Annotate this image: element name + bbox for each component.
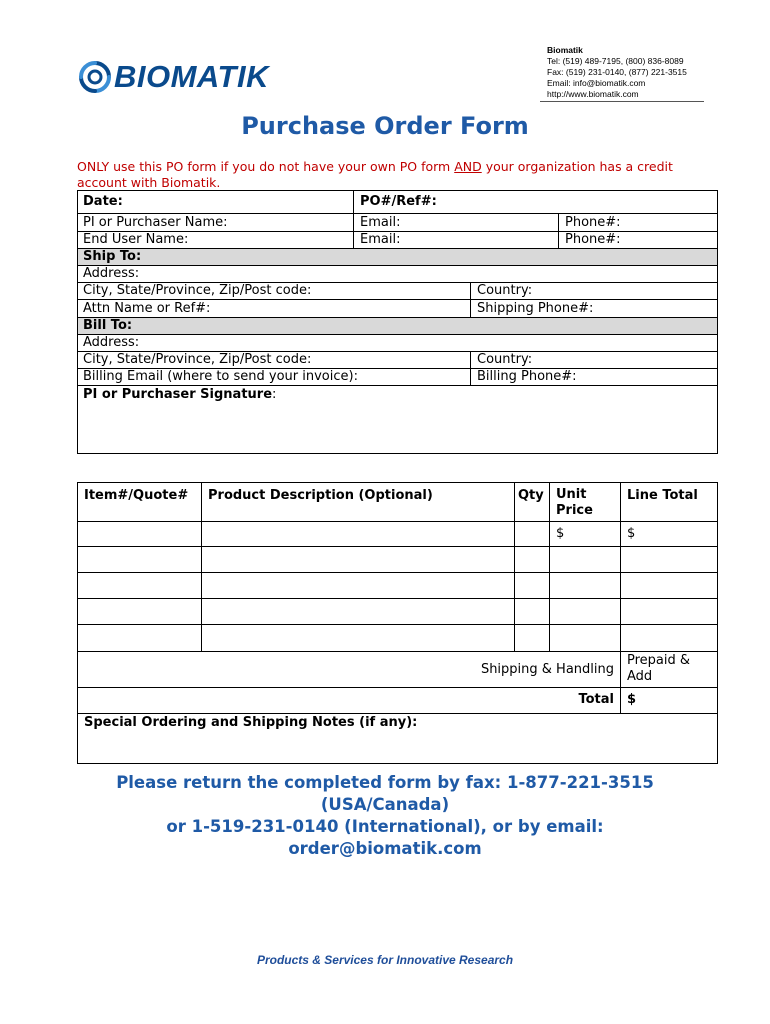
biomatik-swirl-icon [78, 60, 112, 94]
page-title: Purchase Order Form [241, 112, 529, 140]
ship-country-label: Country: [477, 283, 533, 298]
col-line-total-header: Line Total [627, 488, 698, 503]
ship-address-label: Address: [83, 266, 140, 281]
col-unit-price-header: Unit Price [556, 487, 593, 518]
col-item-header: Item#/Quote# [84, 488, 189, 503]
pi-email-label: Email: [360, 215, 401, 230]
bill-city-label: City, State/Province, Zip/Post code: [83, 352, 312, 367]
pi-phone-label: Phone#: [565, 215, 621, 230]
special-notes-label: Special Ordering and Shipping Notes (if any): [84, 715, 418, 730]
tagline: Products & Services for Innovative Research [256, 953, 514, 967]
contact-block [547, 45, 687, 100]
ship-attn-label: Attn Name or Ref#: [83, 301, 211, 316]
shipping-handling-value: Prepaid & Add [627, 653, 691, 684]
shipping-handling-label: Shipping & Handling [480, 662, 614, 677]
fax-line: Fax: (519) 231-0140, (877) 221-3515 [547, 67, 687, 77]
ship-city-label: City, State/Province, Zip/Post code: [83, 283, 312, 298]
header-divider [540, 101, 704, 102]
notice-text: ONLY use this PO form if you do not have your own PO form AND your organization has a credit account with Biomatik. [77, 159, 673, 190]
ship-to-shade [77, 248, 718, 265]
company-name: Biomatik [547, 45, 583, 55]
phone-line: Tel: (519) 489-7195, (800) 836-8089 [547, 56, 684, 66]
po-ref-label: PO#/Ref#: [360, 194, 437, 209]
biomatik-logo [78, 58, 318, 96]
total-value: $ [627, 692, 637, 707]
order-email[interactable]: order@biomatik.com [288, 839, 482, 858]
bill-to-heading: Bill To: [83, 318, 133, 333]
return-instructions: Please return the completed form by fax: 1-877-221-3515 (USA/Canada) or 1-519-231-0140 (International), or by email: order@biomatik.com [0, 772, 770, 860]
customer-info-form [77, 190, 718, 454]
end-user-phone-label: Phone#: [565, 232, 621, 247]
ship-to-heading: Ship To: [83, 249, 142, 264]
end-user-label: End User Name: [83, 232, 189, 247]
bill-phone-label: Billing Phone#: [477, 369, 577, 384]
unit-price-dollar: $ [556, 526, 565, 541]
ship-phone-label: Shipping Phone#: [477, 301, 594, 316]
bill-to-shade [77, 317, 718, 334]
signature-label: PI or Purchaser Signature: [83, 387, 277, 402]
notice-and: AND [454, 159, 482, 174]
end-user-email-label: Email: [360, 232, 401, 247]
website-link[interactable]: http://www.biomatik.com [547, 89, 639, 99]
bill-address-label: Address: [83, 335, 140, 350]
col-description-header: Product Description (Optional) [208, 488, 433, 503]
total-label: Total [578, 692, 614, 707]
pi-name-label: PI or Purchaser Name: [83, 215, 228, 230]
line-total-dollar: $ [627, 526, 636, 541]
logo-text: BIOMATIK [114, 59, 269, 94]
bill-email-label: Billing Email (where to send your invoice): [83, 369, 358, 384]
bill-country-label: Country: [477, 352, 533, 367]
email-line: Email: info@biomatik.com [547, 78, 646, 88]
date-label: Date: [83, 194, 123, 209]
items-table [77, 482, 718, 764]
col-qty-header: Qty [518, 488, 544, 503]
